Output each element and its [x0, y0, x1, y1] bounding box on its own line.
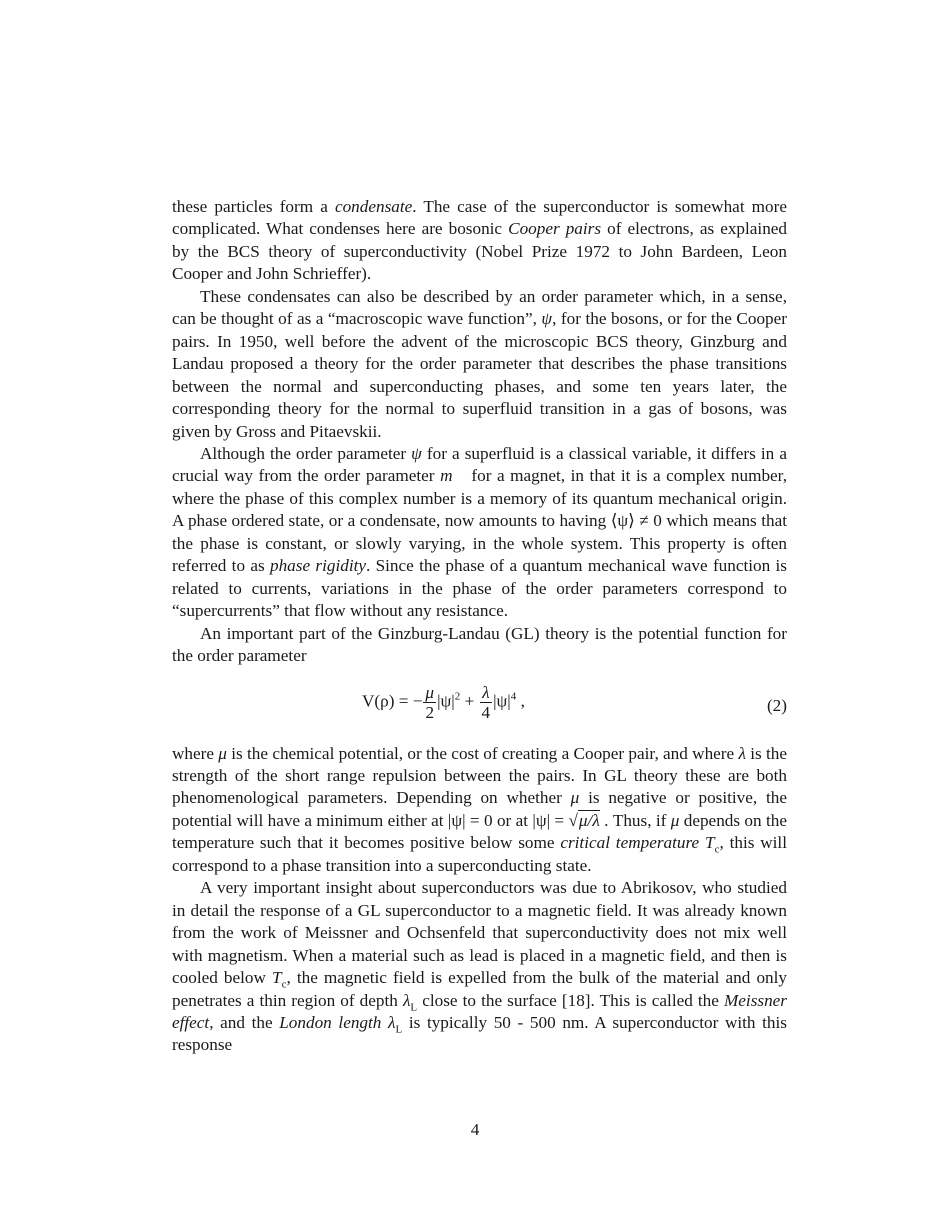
fraction-lambda-over-4: $\frac{\lambda}{4}$: [481, 682, 491, 722]
equation-2: [172, 669, 787, 743]
equation-body: V(ρ) = − $\frac{\mu}{2}$ $|\psi|^2$ + $\frac{\lambda}{4}$ $|\psi|^4$ ,: [362, 682, 525, 722]
paragraph-3: Although the order parameter ψ for a superfluid is a classical variable, it differs in a crucial way from the order parameter m⃗ for a magnet, in that it is a complex number, where the phase of this complex number is a memory of its quantum mechanical origin. A phase ordered state, or a condensate, now amounts to having ⟨ψ⟩ ≠ 0 which means that the phase is constant, or slowly varying, in the whole system. This property is often referred to as phase rigidity. Since the phase of a quantum mechanical wave function is related to currents, variations in the phase of the order parameters correspond to “supercurrents” that flow without any resistance.: [172, 443, 788, 621]
fraction-mu-over-2: $\frac{\mu}{2}$: [425, 682, 435, 722]
paragraph-1: these particles form a condensate. The case of the superconductor is somewhat more complicated. What condenses here are bosonic Cooper pairs of electrons, as explained by the BCS theory of superconductivity (Nobel Prize 1972 to John Bardeen, Leon Cooper and John Schrieffer).: [172, 197, 788, 284]
paragraph-2: These condensates can also be described by an order parameter which, in a sense, can be thought of as a “macroscopic wave function”, ψ, for the bosons, or for the Cooper pairs. In 1950, well before the advent of the microscopic BCS theory, Ginzburg and Landau proposed a theory for the order parameter that describes the phase transitions between the normal and superconducting phases, and some ten years later, the corresponding theory for the normal to superfluid transition in a gas of bosons, was given by Gross and Pitaevskii.: [172, 286, 787, 441]
paragraph-5: where μ is the chemical potential, or the cost of creating a Cooper pair, and where λ is the strength of the short range repulsion between the pairs. In GL theory these are both phenomenological parameters. Depending on whether μ is negative or positive, the potential will have a minimum either at |ψ| = 0 or at |ψ| = √μ/λ . Thus, if μ depends on the temperature such that it becomes positive below some critical temperature $T_c$, this will correspond to a phase transition into a superconducting state.: [172, 743, 787, 875]
equation-number: (2): [766, 695, 787, 715]
paragraph-6: A very important insight about superconductors was due to Abrikosov, who studied in detail the response of a GL superconductor to a magnetic field. It was already known from the work of Meissner and Ochsenfeld that superconductivity does not mix well with magnetism. When a material such as lead is placed in a magnetic field, and then is cooled below $T_c$, the magnetic field is expelled from the bulk of the material and only penetrates a thin region of depth $\lambda_L$ close to the surface [18]. This is called the Meissner effect, and the London length $\lambda_L$ is typically 50 - 500 nm. A superconductor with this response: [172, 878, 787, 1055]
paragraph-4: An important part of the Ginzburg-Landau (GL) theory is the potential function for the order parameter: [172, 623, 787, 666]
page-number: 4: [470, 1120, 480, 1139]
page-body: [172, 196, 787, 1057]
